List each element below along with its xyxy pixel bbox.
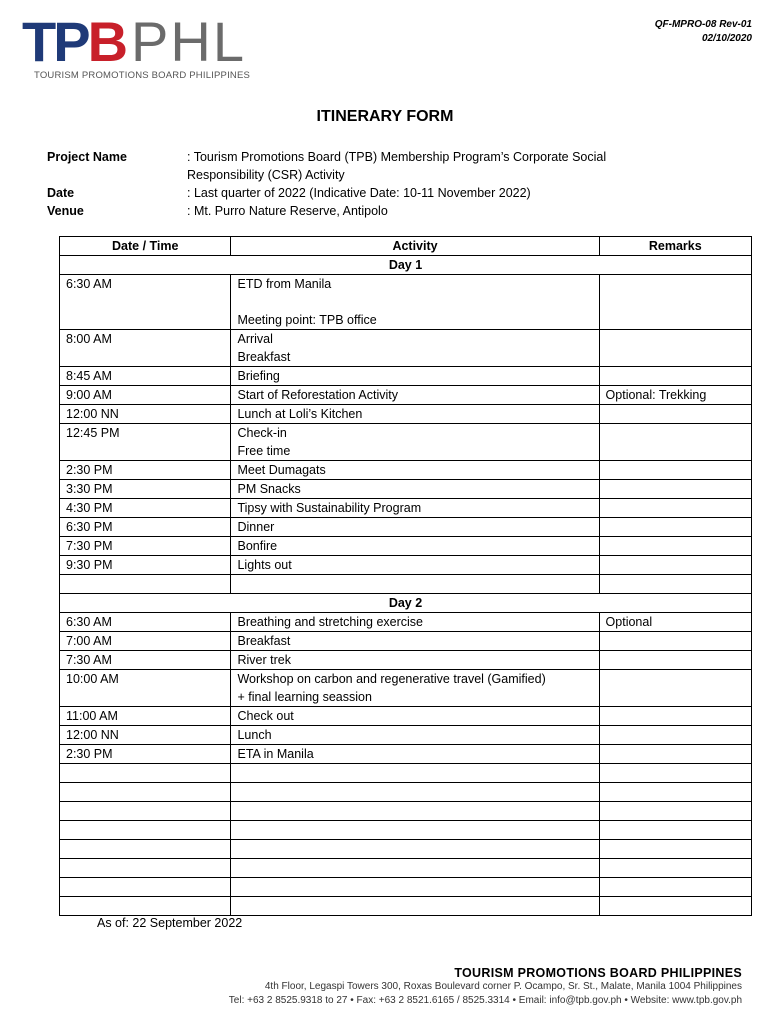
cell-activity: Lunch [231, 726, 599, 745]
table-row [60, 330, 752, 367]
cell-activity: Start of Reforestation Activity [231, 386, 599, 405]
cell-activity: River trek [231, 651, 599, 670]
cell-time: 7:00 AM [60, 632, 231, 651]
itinerary-table [59, 236, 752, 916]
cell-remarks [599, 821, 751, 840]
cell-remarks [599, 480, 751, 499]
cell-activity: Breakfast [231, 632, 599, 651]
footer-org: TOURISM PROMOTIONS BOARD PHILIPPINES [454, 966, 742, 980]
cell-remarks [599, 726, 751, 745]
cell-remarks [599, 897, 751, 916]
table-row [60, 367, 752, 386]
cell-remarks [599, 499, 751, 518]
table-row [60, 537, 752, 556]
cell-remarks [599, 745, 751, 764]
cell-remarks [599, 556, 751, 575]
column-header-time: Date / Time [60, 237, 231, 256]
cell-activity: Bonfire [231, 537, 599, 556]
cell-remarks [599, 764, 751, 783]
cell-time [60, 878, 231, 897]
table-row [60, 651, 752, 670]
tpb-logo [22, 10, 252, 84]
cell-remarks [599, 424, 751, 461]
cell-activity: Workshop on carbon and regenerative travel (Gamified) + final learning seassion [231, 670, 599, 707]
cell-time: 2:30 PM [60, 461, 231, 480]
info-label: Project Name [47, 150, 127, 164]
table-row [60, 802, 752, 821]
cell-activity: Breathing and stretching exercise [231, 613, 599, 632]
cell-time [60, 897, 231, 916]
table-row [60, 821, 752, 840]
cell-time: 2:30 PM [60, 745, 231, 764]
cell-activity: Lights out [231, 556, 599, 575]
cell-time: 6:30 PM [60, 518, 231, 537]
cell-activity [231, 802, 599, 821]
cell-time: 3:30 PM [60, 480, 231, 499]
table-row [60, 878, 752, 897]
doc-date: 02/10/2020 [701, 33, 752, 44]
cell-activity: ETA in Manila [231, 745, 599, 764]
cell-time [60, 783, 231, 802]
cell-time: 12:45 PM [60, 424, 231, 461]
day-header-row [60, 594, 752, 613]
cell-remarks [599, 461, 751, 480]
cell-time [60, 575, 231, 594]
cell-remarks [599, 859, 751, 878]
table-row [60, 499, 752, 518]
cell-activity: PM Snacks [231, 480, 599, 499]
cell-time: 9:00 AM [60, 386, 231, 405]
cell-remarks: Optional: Trekking [599, 386, 751, 405]
table-row [60, 405, 752, 424]
logo-subtitle: TOURISM PROMOTIONS BOARD PHILIPPINES [34, 70, 251, 81]
cell-time [60, 840, 231, 859]
table-row [60, 859, 752, 878]
cell-remarks [599, 575, 751, 594]
cell-time: 8:00 AM [60, 330, 231, 367]
table-header-row [60, 237, 752, 256]
cell-activity: Lunch at Loli’s Kitchen [231, 405, 599, 424]
table-row [60, 670, 752, 707]
cell-time: 7:30 AM [60, 651, 231, 670]
cell-time: 9:30 PM [60, 556, 231, 575]
cell-remarks [599, 367, 751, 386]
cell-activity: Meet Dumagats [231, 461, 599, 480]
table-row [60, 745, 752, 764]
document-reference [655, 18, 752, 46]
cell-remarks: Optional [599, 613, 751, 632]
info-row-date [47, 184, 667, 202]
footer-contact: Tel: +63 2 8525.9318 to 27 • Fax: +63 2 8521.6165 / 8525.3314 • Email: info@tpb.gov.ph • Website: www.tpb.gov.ph [228, 995, 742, 1006]
info-value: : Mt. Purro Nature Reserve, Antipolo [187, 204, 388, 218]
cell-time [60, 821, 231, 840]
cell-remarks [599, 783, 751, 802]
info-value: : Last quarter of 2022 (Indicative Date: 10-11 November 2022) [187, 186, 531, 200]
cell-remarks [599, 632, 751, 651]
cell-time [60, 802, 231, 821]
cell-activity: Briefing [231, 367, 599, 386]
logo-mark: TPB PHL [22, 10, 246, 73]
table-row [60, 707, 752, 726]
cell-remarks [599, 840, 751, 859]
day-2-label: Day 2 [60, 594, 752, 613]
table-row [60, 480, 752, 499]
itinerary-body [60, 256, 752, 916]
cell-activity [231, 859, 599, 878]
table-row [60, 726, 752, 745]
cell-activity [231, 821, 599, 840]
cell-remarks [599, 651, 751, 670]
cell-activity [231, 878, 599, 897]
cell-remarks [599, 707, 751, 726]
cell-activity: Arrival Breakfast [231, 330, 599, 367]
table-row [60, 897, 752, 916]
cell-activity [231, 840, 599, 859]
info-value: : Tourism Promotions Board (TPB) Membership Program’s Corporate Social Responsibility (CSR) Activity [187, 150, 607, 182]
column-header-activity: Activity [231, 237, 599, 256]
cell-time: 6:30 AM [60, 613, 231, 632]
table-row [60, 613, 752, 632]
cell-time: 11:00 AM [60, 707, 231, 726]
table-row [60, 386, 752, 405]
table-row [60, 632, 752, 651]
cell-remarks [599, 537, 751, 556]
info-row-venue [47, 202, 667, 220]
table-row [60, 575, 752, 594]
cell-time: 6:30 AM [60, 275, 231, 330]
doc-code: QF-MPRO-08 Rev-01 [654, 19, 752, 30]
cell-time: 8:45 AM [60, 367, 231, 386]
table-row [60, 461, 752, 480]
day-1-label: Day 1 [60, 256, 752, 275]
info-label: Date [47, 186, 75, 200]
project-info [47, 148, 667, 220]
info-row-project [47, 148, 667, 184]
cell-activity [231, 783, 599, 802]
footer-address: 4th Floor, Legaspi Towers 300, Roxas Boulevard corner P. Ocampo, Sr. St., Malate, Manila 1004 Philippines [264, 981, 742, 992]
table-row [60, 518, 752, 537]
cell-activity: Dinner [231, 518, 599, 537]
cell-time [60, 859, 231, 878]
cell-remarks [599, 405, 751, 424]
page-title: ITINERARY FORM [316, 108, 454, 125]
table-row [60, 424, 752, 461]
cell-time: 10:00 AM [60, 670, 231, 707]
table-row [60, 764, 752, 783]
column-header-remarks: Remarks [599, 237, 751, 256]
cell-time: 4:30 PM [60, 499, 231, 518]
cell-time: 12:00 NN [60, 726, 231, 745]
cell-time [60, 764, 231, 783]
info-label: Venue [47, 204, 84, 218]
table-row [60, 556, 752, 575]
day-header-row [60, 256, 752, 275]
cell-activity: Check-in Free time [231, 424, 599, 461]
cell-activity: Tipsy with Sustainability Program [231, 499, 599, 518]
cell-activity [231, 764, 599, 783]
cell-remarks [599, 518, 751, 537]
cell-remarks [599, 330, 751, 367]
cell-activity: ETD from Manila Meeting point: TPB office [231, 275, 599, 330]
table-row [60, 275, 752, 330]
cell-remarks [599, 275, 751, 330]
table-row [60, 840, 752, 859]
footer [229, 966, 742, 1008]
cell-activity: Check out [231, 707, 599, 726]
cell-remarks [599, 802, 751, 821]
cell-activity [231, 897, 599, 916]
cell-time: 7:30 PM [60, 537, 231, 556]
cell-time: 12:00 NN [60, 405, 231, 424]
cell-activity [231, 575, 599, 594]
table-row [60, 783, 752, 802]
cell-remarks [599, 670, 751, 707]
as-of-date: As of: 22 September 2022 [97, 916, 243, 930]
cell-remarks [599, 878, 751, 897]
